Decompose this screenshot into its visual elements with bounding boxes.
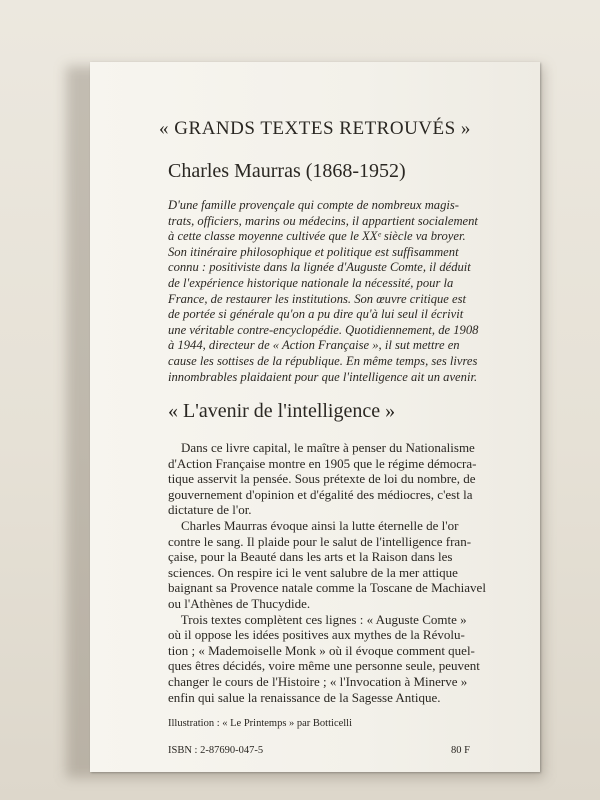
bio-line: trats, officiers, marins ou médecins, il appartient socialement — [168, 213, 478, 228]
desc-line: tion ; « Mademoiselle Monk » où il évoque comment quel- — [168, 642, 475, 658]
bio-line: France, de restaurer les institutions. Son œuvre critique est — [168, 291, 467, 306]
book-back-cover — [90, 62, 540, 772]
bio-line: Son itinéraire philosophique et politique est suffisamment — [168, 244, 459, 259]
price: 80 F — [451, 745, 470, 756]
desc-line: tique asservit la pensée. Sous prétexte de loi du nombre, de — [168, 471, 476, 487]
bio-line: connu : positiviste dans la lignée d'Auguste Comte, il déduit — [168, 260, 471, 275]
book-title: « L'avenir de l'intelligence » — [168, 400, 396, 422]
desc-line: changer le cours de l'Histoire ; « l'Invocation à Minerve » — [168, 673, 468, 689]
desc-line: d'Action Française montre en 1905 que le régime démocra- — [168, 455, 477, 471]
bio-line: D'une famille provençale qui compte de nombreux magis- — [168, 198, 459, 212]
isbn: ISBN : 2-87690-047-5 — [168, 745, 264, 756]
desc-line: çaise, pour la Beauté dans les arts et la Raison dans les — [168, 549, 453, 565]
bio-line: à cette classe moyenne cultivée que le XXᵉ siècle va broyer. — [168, 229, 466, 244]
desc-line: enfin qui salue la renaissance de la Sagesse Antique. — [168, 689, 441, 705]
bio-line: de l'expérience historique nationale la nécessité, pour la — [168, 275, 454, 290]
series-title: « GRANDS TEXTES RETROUVÉS » — [159, 118, 471, 139]
desc-line: sciences. On respire ici le vent salubre de la mer attique — [168, 564, 458, 580]
desc-line: dictature de l'or. — [168, 502, 252, 518]
bio-line: une véritable contre-encyclopédie. Quotidiennement, de 1908 — [168, 322, 479, 337]
desc-line: ou l'Athènes de Thucydide. — [168, 595, 311, 611]
book-description — [168, 440, 530, 705]
author-heading: Charles Maurras (1868-1952) — [168, 160, 406, 182]
bio-line: innombrables plaidaient pour que l'intelligence ait un avenir. — [168, 369, 478, 384]
author-biography — [168, 198, 528, 385]
bio-line: à 1944, directeur de « Action Française », il sut mettre en — [168, 338, 460, 353]
desc-line: Trois textes complètent ces lignes : « Auguste Comte » — [168, 611, 467, 627]
desc-line: contre le sang. Il plaide pour le salut de l'intelligence fran- — [168, 533, 472, 549]
desc-line: ques êtres décidés, voire même une personne seule, peuvent — [168, 658, 480, 674]
desc-line: Charles Maurras évoque ainsi la lutte éternelle de l'or — [168, 517, 459, 533]
desc-line: où il oppose les idées positives aux mythes de la Révolu- — [168, 627, 465, 643]
desc-line: baignant sa Provence natale comme la Toscane de Machiavel — [168, 580, 486, 596]
desc-line: gouvernement d'opinion et d'égalité des médiocres, c'est la — [168, 486, 473, 502]
bio-line: de portée si générale qu'on a pu dire qu'à lui seul il écrivit — [168, 307, 464, 322]
bio-line: cause les sottises de la république. En même temps, ses livres — [168, 353, 478, 368]
illustration-credit: Illustration : « Le Printemps » par Botticelli — [168, 718, 353, 729]
desc-line: Dans ce livre capital, le maître à penser du Nationalisme — [168, 440, 475, 455]
